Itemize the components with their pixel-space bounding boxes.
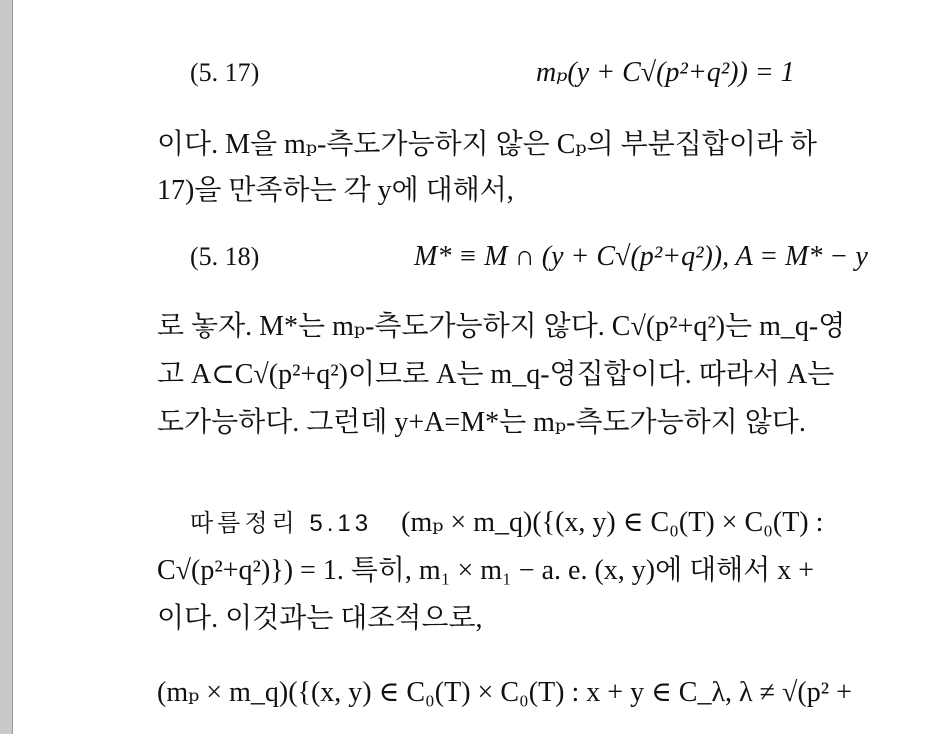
paragraph2-line2: 고 A⊂C√(p²+q²)이므로 A는 m_q-영집합이다. 따라서 A는 (157, 359, 835, 390)
paragraph2-line1: 로 놓자. M*는 mₚ-측도가능하지 않다. C√(p²+q²)는 m_q-영 (157, 311, 846, 342)
equation-number-5-18: (5. 18) (190, 242, 260, 271)
corollary-line4: (mₚ × m_q)({(x, y) ∈ C₀(T) × C₀(T) : x + y ∈ C_λ, λ ≠ √(p² + (157, 677, 852, 708)
equation-5-17: mₚ(y + C√(p²+q²)) = 1 (536, 57, 795, 88)
equation-5-18: M* ≡ M ∩ (y + C√(p²+q²)), A = M* − y (414, 241, 868, 272)
corollary-heading (190, 506, 823, 541)
paragraph1-line1: 이다. M을 mₚ-측도가능하지 않은 Cₚ의 부분집합이라 하 (157, 129, 817, 160)
corollary-line2: C√(p²+q²)}) = 1. 특히, m₁ × m₁ − a. e. (x, y)에 대해서 x + (157, 555, 815, 586)
corollary-label: 따름정리 5.13 (190, 510, 373, 537)
document-page (12, 0, 952, 734)
corollary-line1: (mₚ × m_q)({(x, y) ∈ C₀(T) × C₀(T) : (401, 507, 824, 538)
paragraph1-line2: 17)을 만족하는 각 y에 대해서, (157, 175, 514, 206)
corollary-line3: 이다. 이것과는 대조적으로, (157, 603, 483, 634)
equation-number-5-17: (5. 17) (190, 58, 260, 87)
paragraph2-line3: 도가능하다. 그런데 y+A=M*는 mₚ-측도가능하지 않다. (157, 407, 806, 438)
